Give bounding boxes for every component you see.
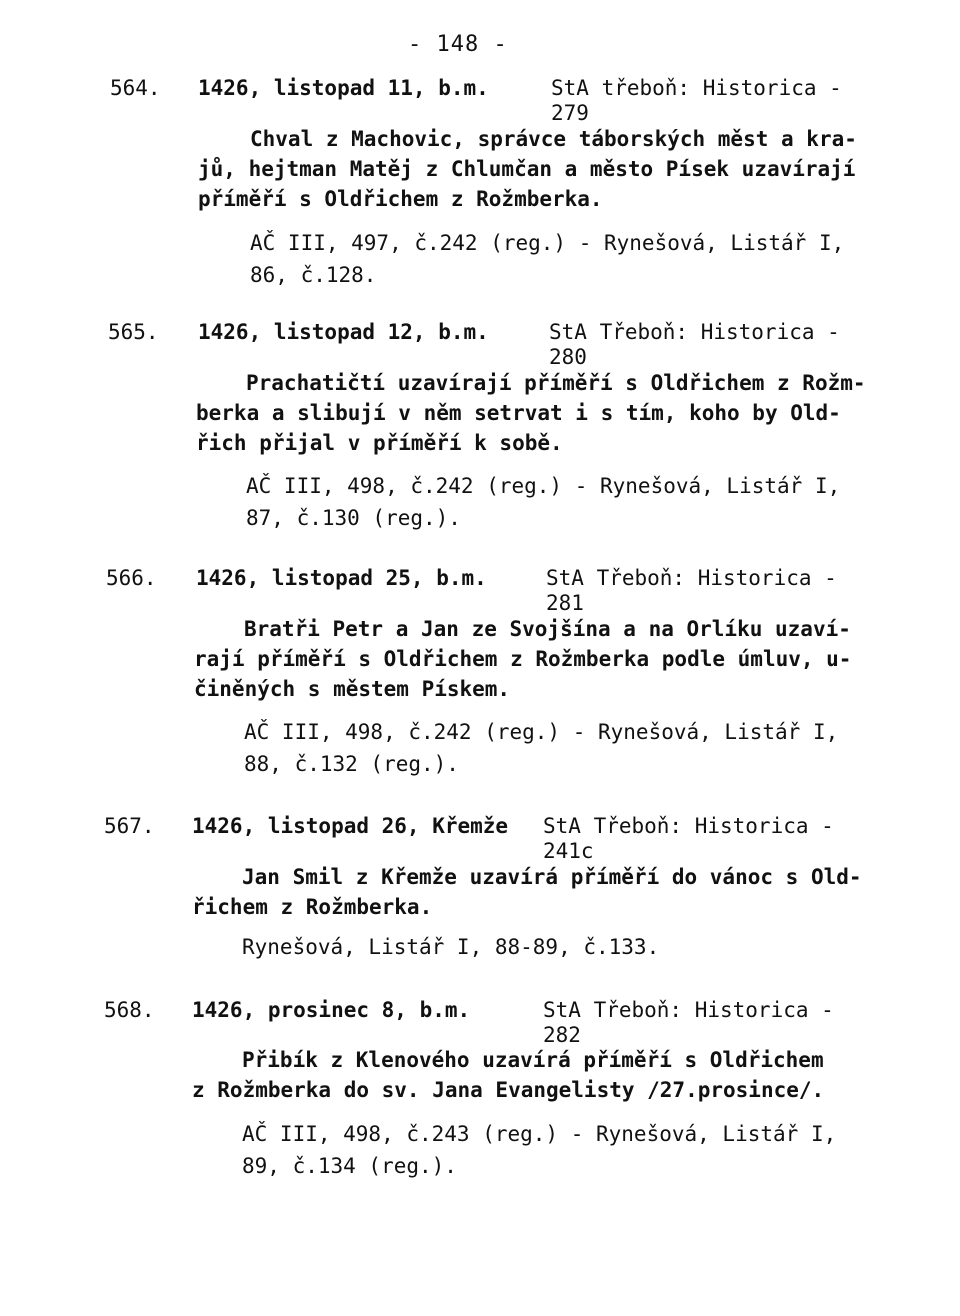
entry-summary: Bratři Petr a Jan ze Svojšína a na Orlíku uzaví- rají příměří s Oldřichem z Rožmberka podle úmluv, u- činěných s městem Pískem. (194, 617, 852, 701)
entry-date-place: 1426, listopad 26, Křemže (192, 814, 509, 838)
literature-reference: AČ III, 498, č.242 (reg.) - Rynešová, Listář I, 88, č.132 (reg.). (244, 720, 839, 776)
entry-summary: Přibík z Klenového uzavírá příměří s Oldřichem z Rožmberka do sv. Jana Evangelisty /27.prosince/. (192, 1048, 825, 1102)
entry-summary: Jan Smil z Křemže uzavírá příměří do vánoc s Old- řichem z Rožmberka. (192, 865, 862, 919)
archive-reference: StA Třeboň: Historica - 282 (543, 998, 834, 1047)
entry-date-place: 1426, prosinec 8, b.m. (192, 998, 471, 1022)
entry-number: 567. (104, 814, 155, 838)
literature-reference: Rynešová, Listář I, 88-89, č.133. (242, 935, 660, 959)
entry-number: 566. (106, 566, 157, 590)
literature-reference: AČ III, 498, č.243 (reg.) - Rynešová, Listář I, 89, č.134 (reg.). (242, 1122, 837, 1178)
entry-number: 568. (104, 998, 155, 1022)
archive-reference: StA Třeboň: Historica - 241c (543, 814, 834, 863)
page-number: - 148 - (408, 32, 508, 57)
entry-summary: Prachatičtí uzavírají příměří s Oldřichem z Rožm- berka a slibují v něm setrvat i s tím, koho by Old- řich přijal v příměří k sobě. (196, 371, 866, 455)
archive-reference: StA Třeboň: Historica - 281 (546, 566, 837, 615)
entry-number: 564. (110, 76, 161, 100)
entry-summary: Chval z Machovic, správce táborských měst a kra- jů, hejtman Matěj z Chlumčan a město Písek uzavírají příměří s Oldřichem z Rožmberka. (198, 127, 857, 211)
archive-reference: StA Třeboň: Historica - 280 (549, 320, 840, 369)
literature-reference: AČ III, 498, č.242 (reg.) - Rynešová, Listář I, 87, č.130 (reg.). (246, 474, 841, 530)
entry-date-place: 1426, listopad 11, b.m. (198, 76, 489, 100)
entry-date-place: 1426, listopad 12, b.m. (198, 320, 489, 344)
entry-date-place: 1426, listopad 25, b.m. (196, 566, 487, 590)
entry-number: 565. (108, 320, 159, 344)
archive-reference: StA třeboň: Historica - 279 (551, 76, 842, 125)
literature-reference: AČ III, 497, č.242 (reg.) - Rynešová, Listář I, 86, č.128. (250, 231, 845, 287)
